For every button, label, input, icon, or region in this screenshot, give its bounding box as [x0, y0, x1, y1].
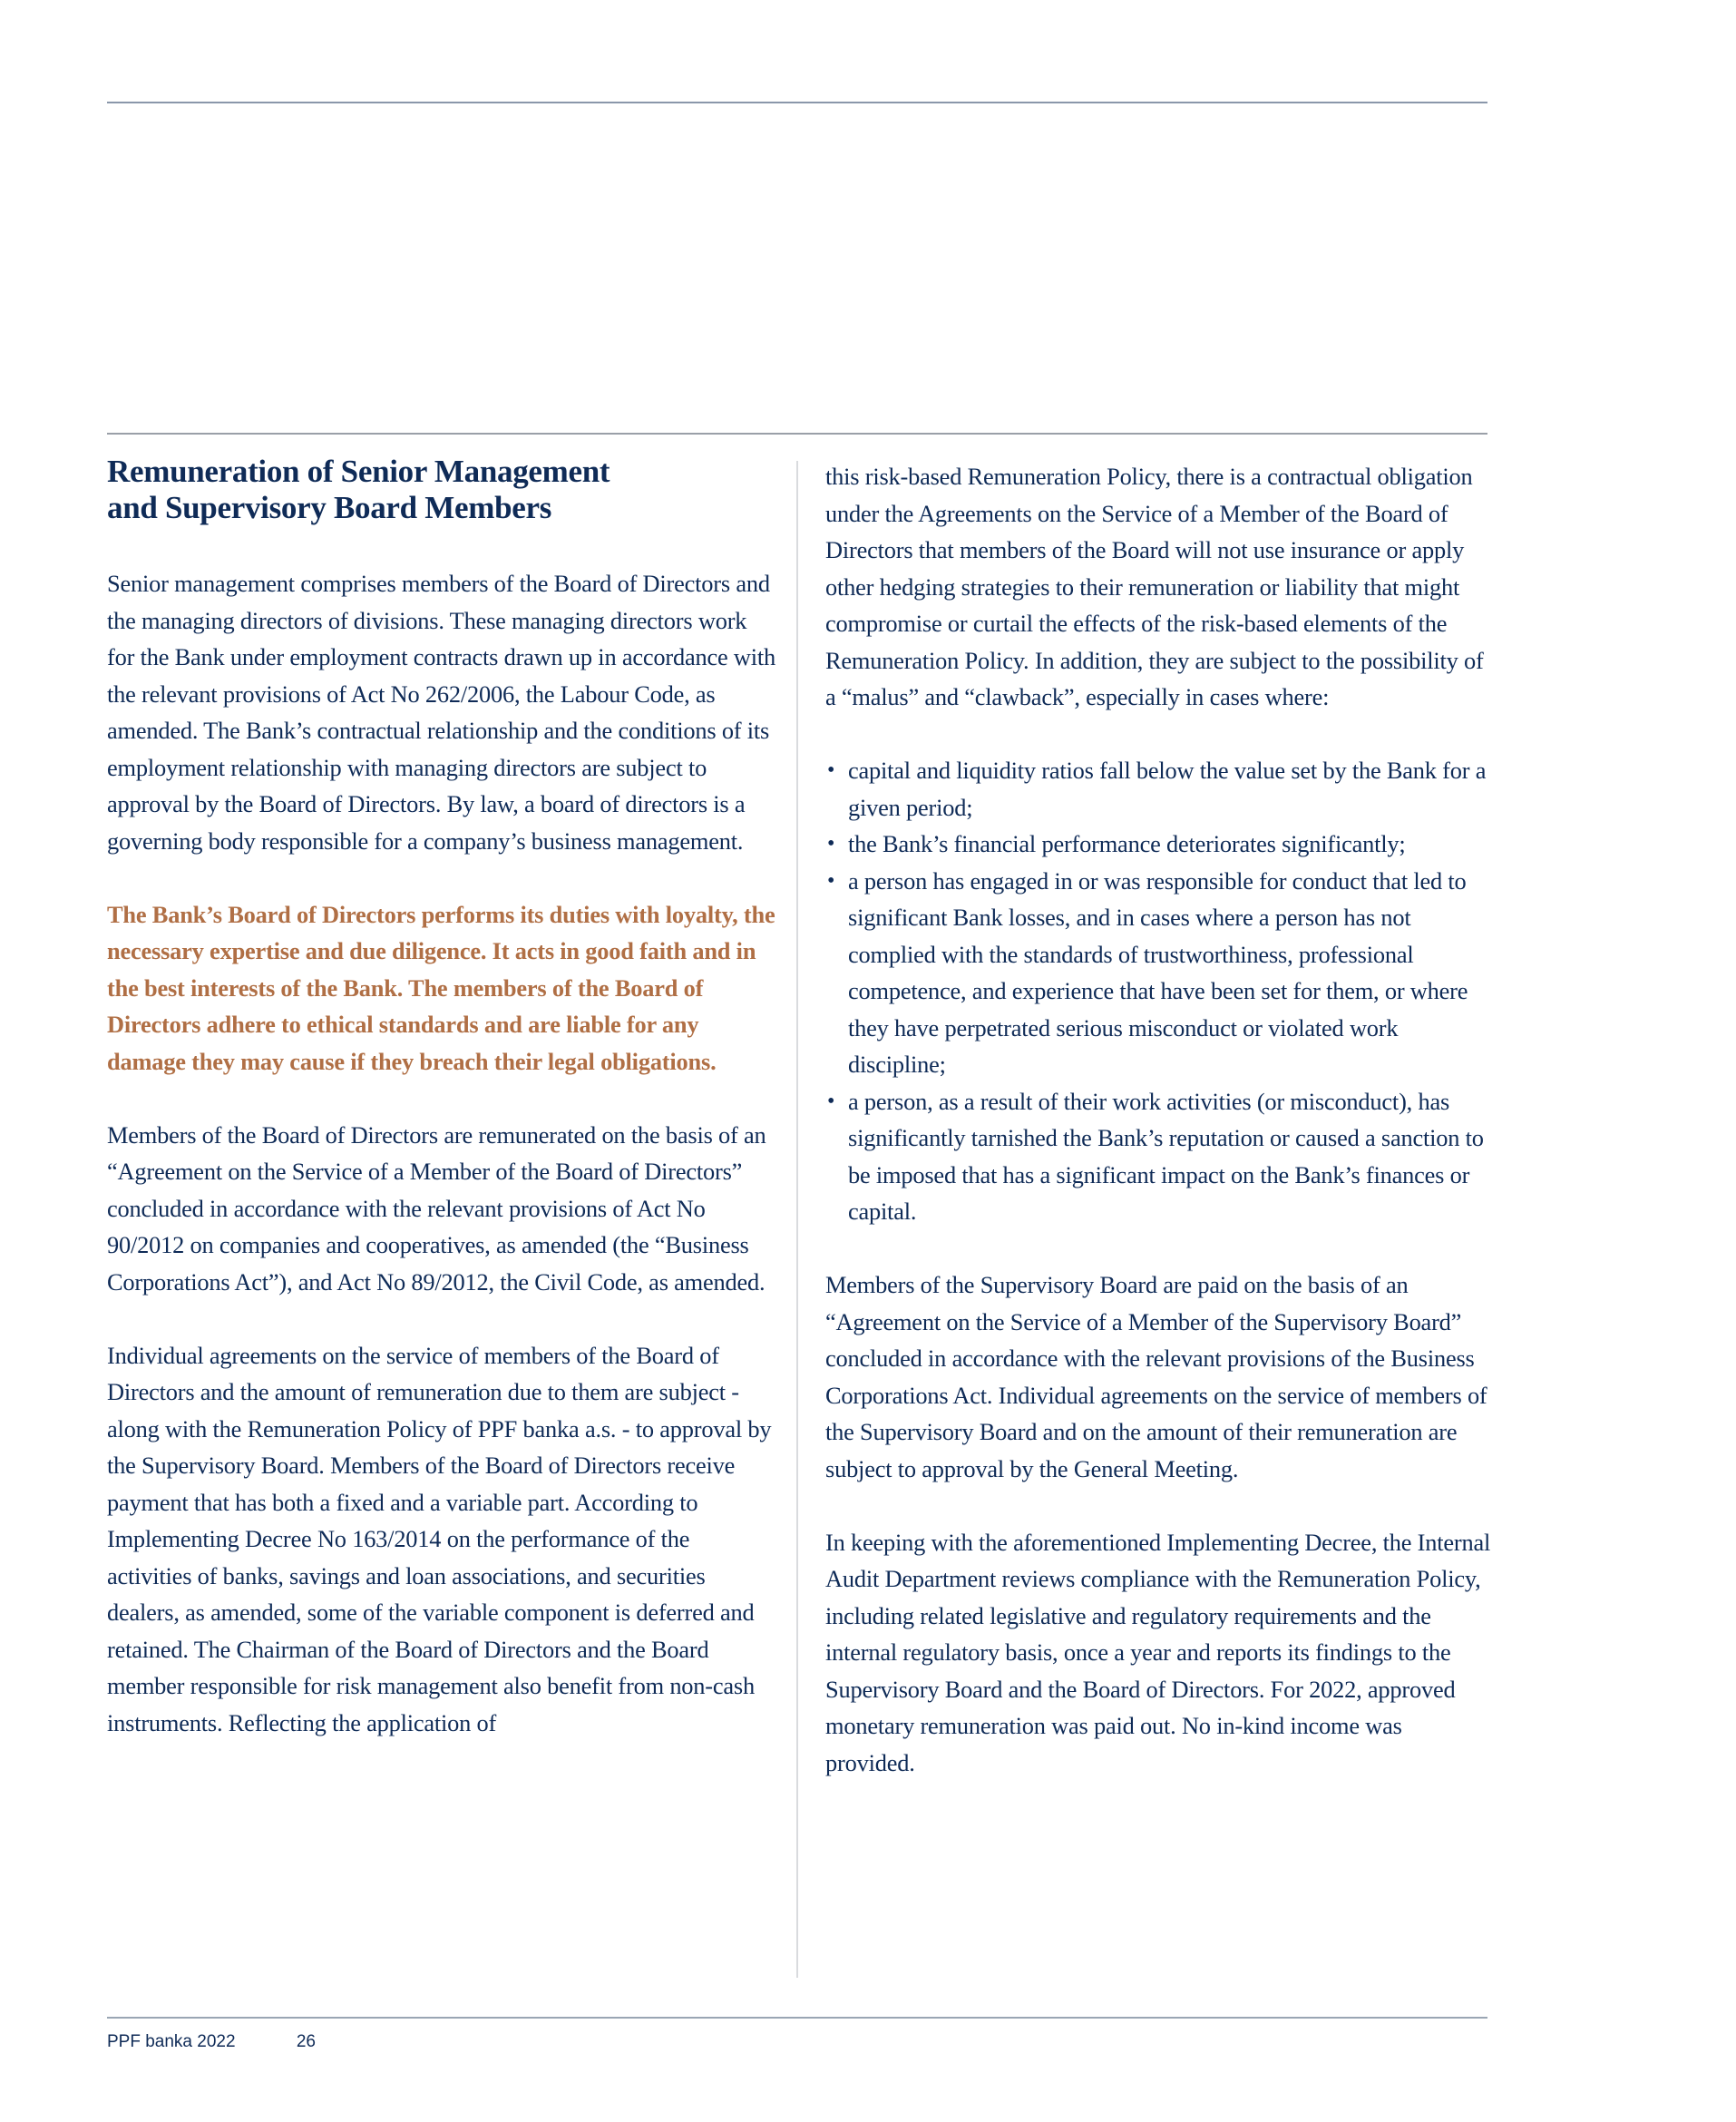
list-item: • capital and liquidity ratios fall below the value set by the Bank for a given period;: [825, 752, 1497, 826]
internal-audit-paragraph: In keeping with the aforementioned Implementing Decree, the Internal Audit Department reviews compliance with the Remuneration Policy, including related legislative and regulatory requirements and the internal regulatory basis, once a year and reports its findings to the Supervisory Board and the Board of Directors. For 2022, approved monetary remuneration was paid out. No in-kind income was provided.: [825, 1528, 1491, 1776]
column-divider: [796, 461, 798, 1978]
page-footer: [107, 2032, 316, 2052]
page-number: 26: [296, 2032, 316, 2051]
bullet-icon: •: [827, 758, 835, 782]
list-item: • a person has engaged in or was responsible for conduct that led to significant Bank losses, and in cases where a person has not complied with the standards of trustworthiness, professional competence, and experience that have been set for them, or where they have perpetrated serious misconduct or violated work discipline;: [825, 863, 1497, 1083]
board-duties-highlight: The Bank’s Board of Directors performs its duties with loyalty, the necessary expertise and due diligence. It acts in good faith and in the best interests of the Bank. The members of the Board of Directors adhere to ethical standards and are liable for any damage they may cause if they breach their legal obligations.: [107, 900, 775, 1075]
bullet-icon: •: [827, 1089, 835, 1113]
publication-name: PPF banka 2022: [107, 2032, 236, 2051]
section-heading: [107, 454, 778, 526]
left-column: [107, 454, 778, 1741]
section-rule: [107, 433, 1487, 435]
board-remuneration-paragraph: Members of the Board of Directors are remunerated on the basis of an “Agreement on the Service of a Member of the Board of Directors” concluded in accordance with the relevant provisions of Act No 90/2012 on companies and cooperatives, as amended (the “Business Corporations Act”), and Act No 89/2012, the Civil Code, as amended.: [107, 1120, 766, 1296]
malus-clawback-list: [825, 752, 1497, 1230]
footer-rule: [107, 2017, 1487, 2019]
top-rule: [107, 102, 1487, 103]
list-item: • the Bank’s financial performance deteriorates significantly;: [825, 826, 1497, 863]
supervisory-board-paragraph: Members of the Supervisory Board are paid on the basis of an “Agreement on the Service of a Member of the Supervisory Board” concluded in accordance with the relevant provisions of the Business Corporations Act. Individual agreements on the service of members of the Supervisory Board and on the amount of their remuneration are subject to approval by the General Meeting.: [825, 1271, 1487, 1482]
individual-agreements-paragraph: Individual agreements on the service of members of the Board of Directors and the amount of remuneration due to them are subject - along with the Remuneration Policy of PPF banka a.s. - to approval by the Supervisory Board. Members of the Board of Directors receive payment that has both a fixed and a variable part. According to Implementing Decree No 163/2014 on the performance of the activities of banks, savings and loan associations, and securities dealers, as amended, some of the variable component is deferred and retained. The Chairman of the Board of Directors and the Board member responsible for risk management also benefit from non-cash instruments. Reflecting the application of: [107, 1341, 772, 1736]
risk-policy-paragraph: this risk-based Remuneration Policy, there is a contractual obligation under the Agreements on the Service of a Member of the Board of Directors that members of the Board will not use insurance or apply other hedging strategies to their remuneration or liability that might compromise or curtail the effects of the risk-based elements of the Remuneration Policy. In addition, they are subject to the possibility of a “malus” and “clawback”, especially in cases where:: [825, 463, 1484, 710]
section-heading-line1: Remuneration of Senior Management: [107, 454, 610, 489]
right-column: [825, 458, 1497, 1781]
senior-management-paragraph: Senior management comprises members of the Board of Directors and the managing directors of divisions. These managing directors work for the Bank under employment contracts drawn up in accordance with the relevant provisions of Act No 262/2006, the Labour Code, as amended. The Bank’s contractual relationship and the conditions of its employment relationship with managing directors are subject to approval by the Board of Directors. By law, a board of directors is a governing body responsible for a company’s business management.: [107, 570, 776, 855]
bullet-icon: •: [827, 832, 835, 856]
section-heading-line2: and Supervisory Board Members: [107, 490, 552, 525]
list-item: • a person, as a result of their work activities (or misconduct), has significantly tarnished the Bank’s reputation or caused a sanction to be imposed that has a significant impact on the Bank’s finances or capital.: [825, 1083, 1497, 1230]
bullet-icon: •: [827, 868, 835, 893]
